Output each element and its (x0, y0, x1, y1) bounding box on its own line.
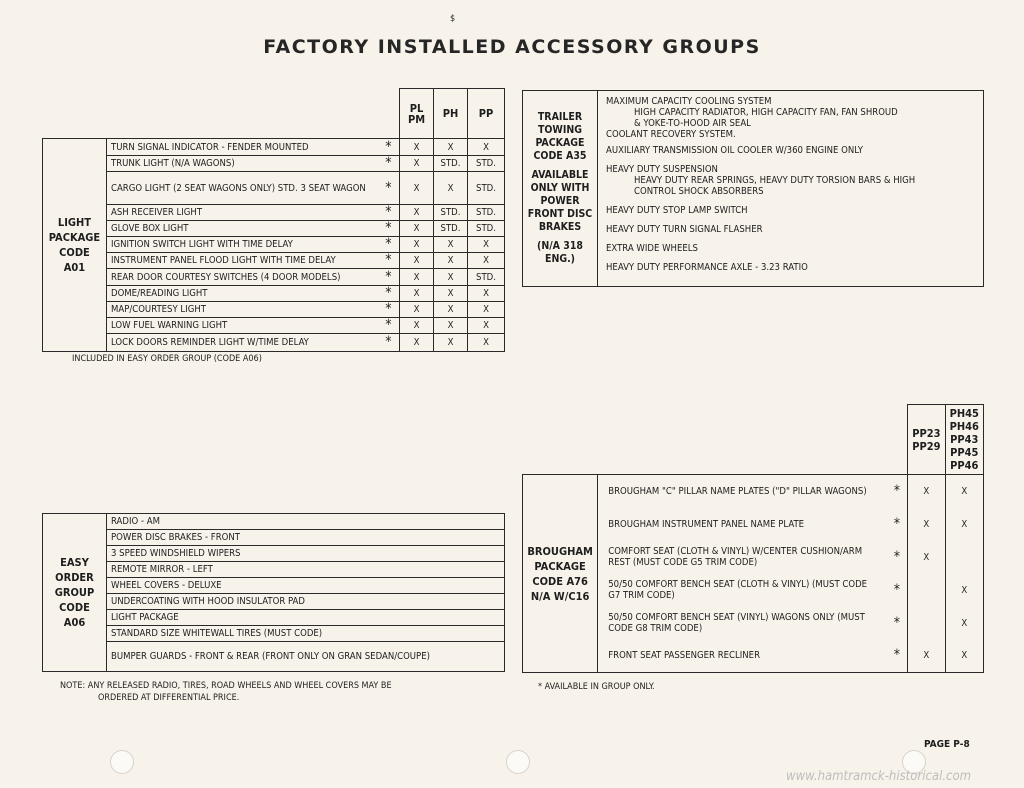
cell-b: X (945, 607, 983, 640)
cell-ph: STD. (434, 156, 468, 172)
row-description: BROUGHAM "C" PILLAR NAME PLATES ("D" PILLAR WAGONS) (598, 475, 887, 508)
asterisk: * (887, 475, 908, 508)
cell-pp: STD. (467, 156, 504, 172)
cell-pp: STD. (467, 205, 504, 221)
cell-ph: X (434, 318, 468, 334)
cell-pp: STD. (467, 269, 504, 286)
trailer-item-line: AUXILIARY TRANSMISSION OIL COOLER W/360 ENGINE ONLY (606, 145, 863, 156)
cell-pp: X (467, 139, 504, 156)
trailer-label-line: ONLY WITH (530, 182, 590, 194)
asterisk: * (893, 581, 901, 598)
cell-pl: X (400, 139, 434, 156)
row-description: INSTRUMENT PANEL FLOOD LIGHT WITH TIME DELAY (106, 253, 377, 269)
easy-order-table (42, 513, 505, 672)
cell-a: X (908, 640, 945, 673)
table-row (43, 221, 505, 237)
cell-pl: X (400, 172, 434, 205)
cell-pp: X (467, 286, 504, 302)
brougham-label-line: N/A W/C16 (530, 589, 590, 603)
row-description: 50/50 COMFORT BENCH SEAT (VINYL) WAGONS ONLY (MUST CODE G8 TRIM CODE) (598, 607, 887, 640)
row-description: 50/50 COMFORT BENCH SEAT (CLOTH & VINYL) (MUST CODE G7 TRIM CODE) (598, 574, 887, 607)
cell-pp: X (467, 237, 504, 253)
row-description: IGNITION SWITCH LIGHT WITH TIME DELAY (106, 237, 377, 253)
cell-pp: X (467, 334, 504, 352)
trailer-item-line: HEAVY DUTY SUSPENSION (606, 164, 718, 175)
cell-a (908, 607, 945, 640)
row-description: BROUGHAM INSTRUMENT PANEL NAME PLATE (598, 508, 887, 541)
trailer-item-line: HEAVY DUTY TURN SIGNAL FLASHER (606, 224, 763, 235)
asterisk: * (378, 318, 400, 334)
cell-pl: X (400, 334, 434, 352)
row-description: WHEEL COVERS - DELUXE (107, 578, 505, 594)
light-package-label-line: LIGHT (57, 216, 92, 229)
trailer-item (606, 205, 975, 216)
asterisk: * (378, 205, 400, 221)
trailer-label-line: (N/A 318 (537, 240, 583, 252)
row-description: FRONT SEAT PASSENGER RECLINER (598, 640, 887, 673)
table-row (43, 269, 505, 286)
cell-a: X (908, 508, 945, 541)
col-header-ph45-pp46 (945, 405, 983, 475)
cell-pl: X (400, 286, 434, 302)
table-row (43, 626, 505, 642)
cell-a: X (908, 541, 945, 574)
cell-pl: X (400, 269, 434, 286)
trailer-label-line: CODE A35 (533, 150, 587, 162)
trailer-item-line: CONTROL SHOCK ABSORBERS (634, 186, 764, 197)
trailer-towing-items (598, 91, 984, 287)
cell-b (945, 541, 983, 574)
cell-pl: X (400, 205, 434, 221)
row-description: MAP/COURTESY LIGHT (106, 302, 377, 318)
asterisk: * (378, 334, 400, 352)
cell-ph: X (434, 302, 468, 318)
trailer-label-line: ENG.) (544, 253, 576, 265)
cell-ph: STD. (434, 221, 468, 237)
cell-ph: X (434, 269, 468, 286)
row-description: 3 SPEED WINDSHIELD WIPERS (107, 546, 505, 562)
col-header-ph: PH (434, 89, 468, 139)
cell-pl: X (400, 318, 434, 334)
table-row (43, 156, 505, 172)
trailer-item-line: HEAVY DUTY REAR SPRINGS, HEAVY DUTY TORSION BARS & HIGH (634, 175, 916, 186)
table-row (43, 302, 505, 318)
row-description: RADIO - AM (107, 514, 505, 530)
asterisk: * (378, 253, 400, 269)
trailer-item (606, 262, 975, 273)
table-row (43, 594, 505, 610)
col-header-text: PH45 PH46 PP43 PP45 PP46 (949, 407, 979, 472)
trailer-towing-label (523, 91, 598, 287)
brougham-footnote: * AVAILABLE IN GROUP ONLY. (538, 682, 655, 692)
binder-hole-left (110, 750, 134, 774)
trailer-towing-table (522, 90, 984, 287)
row-description: UNDERCOATING WITH HOOD INSULATOR PAD (107, 594, 505, 610)
cell-pp: X (467, 302, 504, 318)
trailer-item-line: HEAVY DUTY PERFORMANCE AXLE - 3.23 RATIO (606, 262, 808, 273)
col-header-pp: PP (467, 89, 504, 139)
trailer-label-line: PACKAGE (535, 137, 585, 149)
cell-ph: X (434, 286, 468, 302)
cell-ph: X (434, 334, 468, 352)
cell-pp: STD. (467, 221, 504, 237)
trailer-item-line: HIGH CAPACITY RADIATOR, HIGH CAPACITY FAN, FAN SHROUD (634, 107, 898, 118)
asterisk: * (378, 237, 400, 253)
asterisk: * (378, 172, 400, 205)
cell-pl: X (400, 237, 434, 253)
trailer-item (606, 164, 975, 197)
row-description: LOW FUEL WARNING LIGHT (106, 318, 377, 334)
table-row (43, 546, 505, 562)
cell-ph: STD. (434, 205, 468, 221)
row-description: ASH RECEIVER LIGHT (106, 205, 377, 221)
trailer-item-line: MAXIMUM CAPACITY COOLING SYSTEM (606, 96, 772, 107)
brougham-table (522, 404, 984, 673)
cell-b: X (945, 574, 983, 607)
trailer-item (606, 145, 975, 156)
brougham-label-line: PACKAGE (534, 559, 586, 573)
trailer-item-line: HEAVY DUTY STOP LAMP SWITCH (606, 205, 748, 216)
cell-pp: X (467, 318, 504, 334)
trailer-label-line: TRAILER (537, 111, 583, 123)
trailer-item-line: EXTRA WIDE WHEELS (606, 243, 698, 254)
light-package-label-line: CODE (59, 246, 90, 259)
light-package-table (42, 88, 505, 352)
asterisk: * (893, 614, 901, 631)
cell-b: X (945, 475, 983, 508)
table-row (43, 530, 505, 546)
cell-ph: X (434, 237, 468, 253)
light-package-label-line: PACKAGE (48, 231, 101, 244)
row-description: GLOVE BOX LIGHT (106, 221, 377, 237)
table-row (43, 334, 505, 352)
table-row (523, 475, 984, 508)
trailer-label-line: BRAKES (538, 221, 582, 233)
table-row (43, 578, 505, 594)
row-description: TURN SIGNAL INDICATOR - FENDER MOUNTED (106, 139, 377, 156)
top-mark: $ (450, 14, 456, 24)
cell-b: X (945, 640, 983, 673)
trailer-item (606, 243, 975, 254)
row-description: LOCK DOORS REMINDER LIGHT W/TIME DELAY (106, 334, 377, 352)
table-row (43, 172, 505, 205)
binder-hole-middle (506, 750, 530, 774)
asterisk: * (378, 139, 400, 156)
row-description: DOME/READING LIGHT (106, 286, 377, 302)
trailer-label-line: TOWING (537, 124, 583, 136)
asterisk: * (378, 221, 400, 237)
easy-order-label-line: A06 (63, 616, 86, 629)
trailer-label-line: FRONT DISC (527, 208, 593, 220)
table-row (43, 610, 505, 626)
cell-ph: X (434, 139, 468, 156)
asterisk: * (887, 640, 908, 673)
easy-order-label (43, 514, 107, 672)
asterisk: * (378, 286, 400, 302)
row-description: POWER DISC BRAKES - FRONT (107, 530, 505, 546)
asterisk: * (378, 269, 400, 286)
cell-b: X (945, 508, 983, 541)
row-description: TRUNK LIGHT (N/A WAGONS) (106, 156, 377, 172)
table-row (43, 237, 505, 253)
table-row (43, 205, 505, 221)
col-header-pl-pm: PL PM (400, 89, 434, 139)
easy-order-label-line: CODE (59, 601, 90, 614)
row-description: REMOTE MIRROR - LEFT (107, 562, 505, 578)
table-row (43, 253, 505, 269)
col-header-text: PP23 PP29 (912, 426, 941, 453)
cell-pl: X (400, 302, 434, 318)
cell-a (908, 574, 945, 607)
cell-pp: X (467, 253, 504, 269)
row-description: STANDARD SIZE WHITEWALL TIRES (MUST CODE) (107, 626, 505, 642)
table-row (43, 514, 505, 530)
page-title: FACTORY INSTALLED ACCESSORY GROUPS (263, 36, 761, 58)
cell-pl: X (400, 221, 434, 237)
brougham-label-line: CODE A76 (532, 574, 588, 588)
easy-order-note-line1: NOTE: ANY RELEASED RADIO, TIRES, ROAD WHEELS AND WHEEL COVERS MAY BE (60, 681, 392, 691)
brougham-label (523, 475, 598, 673)
easy-order-label-line: EASY (60, 556, 89, 569)
row-description: REAR DOOR COURTESY SWITCHES (4 DOOR MODELS) (106, 269, 377, 286)
cell-pl: X (400, 253, 434, 269)
table-row (43, 286, 505, 302)
col-header-pp23-pp29 (908, 405, 945, 475)
asterisk: * (893, 515, 901, 532)
page-number: PAGE P-8 (924, 739, 970, 750)
brougham-label-line: BROUGHAM (527, 544, 593, 558)
easy-order-label-line: ORDER (55, 571, 94, 584)
trailer-item (606, 96, 975, 140)
asterisk: * (378, 302, 400, 318)
trailer-item (606, 224, 975, 235)
light-package-footnote: INCLUDED IN EASY ORDER GROUP (CODE A06) (72, 354, 262, 364)
easy-order-label-line: GROUP (54, 586, 95, 599)
cell-a: X (908, 475, 945, 508)
row-description: CARGO LIGHT (2 SEAT WAGONS ONLY) STD. 3 SEAT WAGON (106, 172, 377, 205)
table-row (43, 642, 505, 672)
asterisk: * (378, 156, 400, 172)
table-row (43, 139, 505, 156)
cell-pl: X (400, 156, 434, 172)
easy-order-note-line2: ORDERED AT DIFFERENTIAL PRICE. (98, 693, 240, 703)
trailer-label-line: AVAILABLE (531, 169, 589, 181)
row-description: BUMPER GUARDS - FRONT & REAR (FRONT ONLY ON GRAN SEDAN/COUPE) (107, 642, 505, 672)
cell-pp: STD. (467, 172, 504, 205)
table-row (43, 562, 505, 578)
trailer-item-line: & YOKE-TO-HOOD AIR SEAL (634, 118, 751, 129)
light-package-label-line: A01 (63, 261, 86, 274)
trailer-label-line: POWER (540, 195, 580, 207)
watermark: www.hamtramck-historical.com (786, 769, 972, 784)
light-package-label (43, 139, 107, 352)
row-description: COMFORT SEAT (CLOTH & VINYL) W/CENTER CUSHION/ARM REST (MUST CODE G5 TRIM CODE) (598, 541, 887, 574)
cell-ph: X (434, 253, 468, 269)
row-description: LIGHT PACKAGE (107, 610, 505, 626)
asterisk: * (893, 548, 901, 565)
cell-ph: X (434, 172, 468, 205)
trailer-item-line: COOLANT RECOVERY SYSTEM. (606, 129, 736, 140)
table-row (43, 318, 505, 334)
